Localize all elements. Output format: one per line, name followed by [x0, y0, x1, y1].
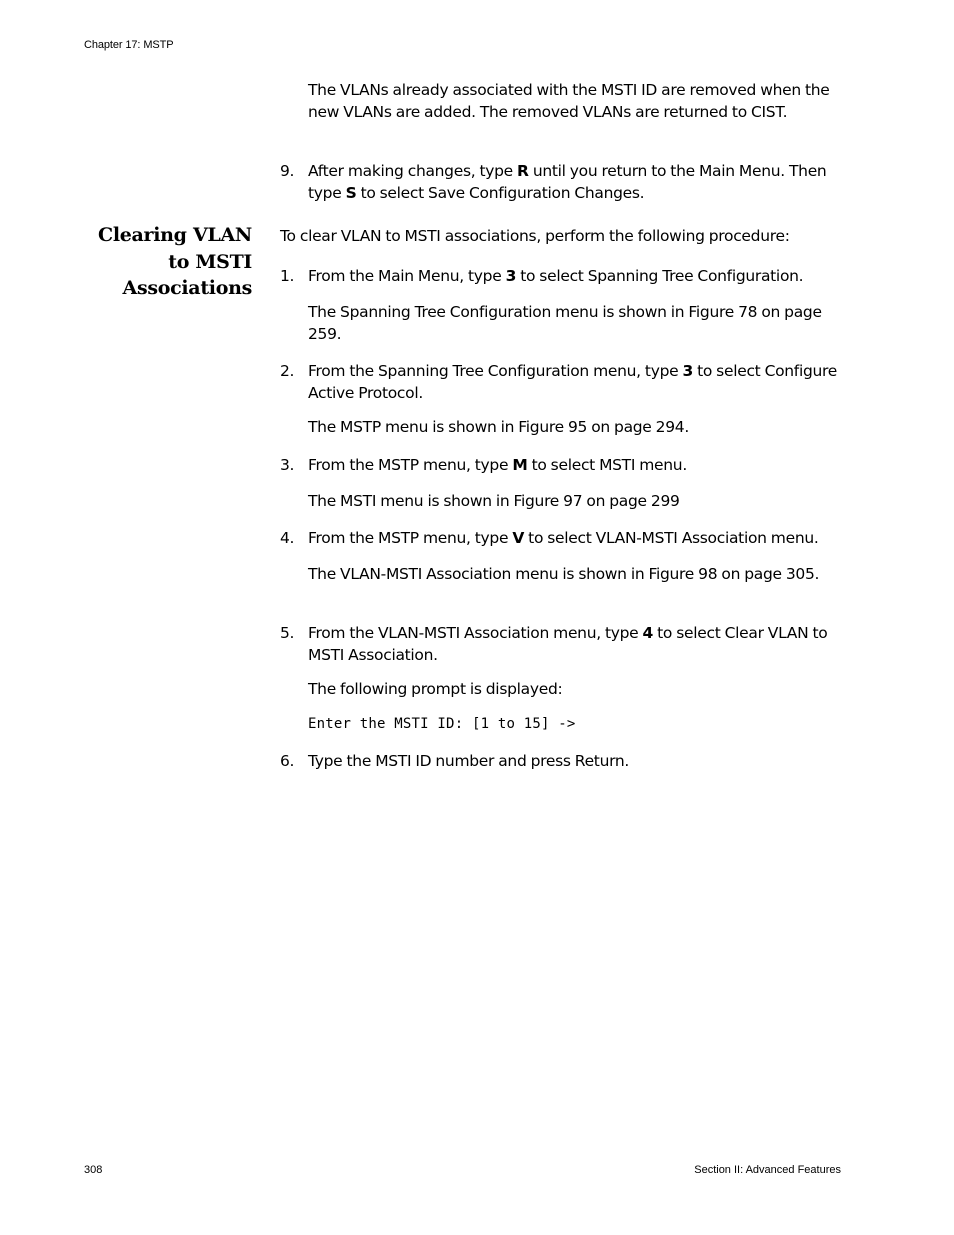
- running-header-chapter: Chapter 17: MSTP: [84, 39, 174, 51]
- key-3: 3: [682, 362, 693, 380]
- step-number: 5.: [280, 624, 295, 642]
- msti-id-prompt: Enter the MSTI ID: [1 to 15] ->: [308, 716, 576, 732]
- continued-note: The VLANs already associated with the MSTI ID are removed when the new VLANs are added. The removed VLANs are returned to CIST.: [308, 81, 830, 121]
- step-2-note: The MSTP menu is shown in Figure 95 on page 294.: [308, 418, 689, 436]
- running-footer-section: Section II: Advanced Features: [694, 1164, 841, 1176]
- step-number: 1.: [280, 267, 295, 285]
- step-text: From the Main Menu, type 3 to select Spanning Tree Configuration.: [308, 267, 804, 285]
- step-text: From the MSTP menu, type M to select MSTI menu.: [308, 456, 687, 474]
- step-number: 3.: [280, 456, 295, 474]
- step-3-note: The MSTI menu is shown in Figure 97 on page 299: [308, 492, 680, 510]
- section-heading: Clearing VLAN to MSTI Associations: [98, 224, 252, 299]
- key-3: 3: [505, 267, 517, 285]
- step-number: 6.: [280, 752, 295, 770]
- step-number: 9.: [280, 162, 295, 180]
- step-text: After making changes, type R until you return to the Main Menu. Then type S to select Save Configuration Changes.: [308, 162, 827, 202]
- step-text: From the Spanning Tree Configuration menu, type 3 to select Configure Active Protocol.: [308, 362, 837, 402]
- step-number: 2.: [280, 362, 295, 380]
- key-m: M: [512, 456, 528, 474]
- section-intro: To clear VLAN to MSTI associations, perform the following procedure:: [280, 227, 790, 245]
- step-text: From the VLAN-MSTI Association menu, type 4 to select Clear VLAN to MSTI Association.: [308, 624, 828, 664]
- step-4-note: The VLAN-MSTI Association menu is shown in Figure 98 on page 305.: [308, 565, 820, 583]
- key-s: S: [345, 184, 357, 202]
- step-5-note: The following prompt is displayed:: [308, 680, 563, 698]
- key-v: V: [512, 529, 525, 547]
- page-number: 308: [84, 1164, 103, 1176]
- key-4: 4: [642, 624, 654, 642]
- step-number: 4.: [280, 529, 295, 547]
- step-text: Type the MSTI ID number and press Return.: [308, 752, 630, 770]
- step-1-note: The Spanning Tree Configuration menu is shown in Figure 78 on page 259.: [308, 303, 822, 343]
- step-text: From the MSTP menu, type V to select VLAN-MSTI Association menu.: [308, 529, 819, 547]
- key-r: R: [517, 162, 529, 180]
